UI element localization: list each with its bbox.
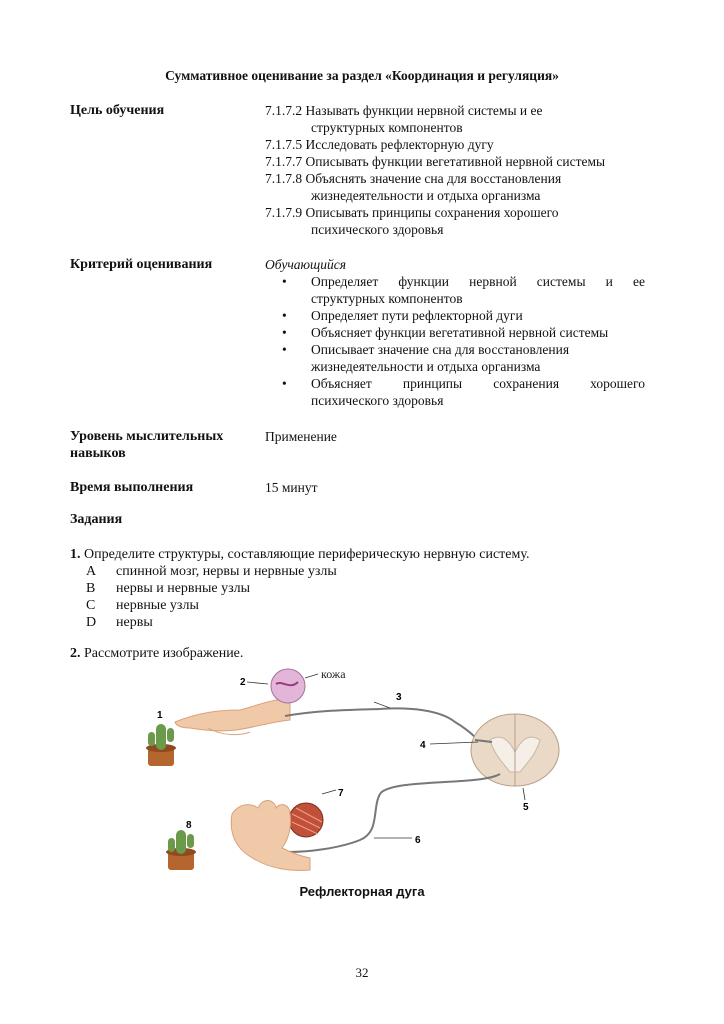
skills-label — [70, 428, 223, 462]
label-1: 1 — [157, 710, 163, 721]
goal-item — [265, 170, 645, 204]
bullet-icon: • — [282, 274, 287, 289]
sensory-nerve — [285, 708, 476, 738]
skills-value: Применение — [265, 429, 337, 444]
bullet-icon: • — [282, 376, 287, 391]
answer-option-a[interactable] — [70, 563, 529, 580]
question-1 — [70, 546, 529, 631]
criteria-item — [265, 375, 645, 409]
criteria-item — [265, 324, 645, 341]
time-value: 15 минут — [265, 480, 318, 495]
time-label: Время выполнения — [70, 480, 194, 495]
criteria-intro: Обучающийся — [265, 257, 347, 272]
criteria-text: Определяет пути рефлекторной дуги — [311, 308, 523, 323]
label-2: 2 — [240, 677, 246, 688]
question-number: 1. — [70, 547, 81, 562]
question-1-text — [70, 546, 529, 563]
goals-list — [265, 102, 645, 238]
criteria-text: Определяет функции нервной системы и ее — [311, 274, 645, 289]
goals-label: Цель обучения — [70, 103, 165, 118]
label-4: 4 — [420, 740, 426, 751]
page-number: 32 — [355, 965, 369, 980]
bullet-icon: • — [282, 325, 287, 340]
tasks-heading: Задания — [70, 512, 123, 527]
answer-option-c[interactable] — [70, 597, 529, 614]
goal-text-cont: структурных компонентов — [311, 120, 463, 135]
option-letter: C — [86, 598, 96, 613]
bullet-icon: • — [282, 308, 287, 323]
option-text: спинной мозг, нервы и нервные узлы — [116, 564, 337, 579]
goal-item — [265, 136, 645, 153]
criteria-text: Объясняет принципы сохранения хорошего — [311, 376, 645, 391]
goal-item — [265, 102, 645, 136]
question-number: 2. — [70, 646, 81, 661]
option-text: нервы и нервные узлы — [116, 581, 251, 596]
label-8: 8 — [186, 820, 192, 831]
criteria-label: Критерий оценивания — [70, 257, 213, 272]
bullet-icon: • — [282, 342, 287, 357]
option-text: нервные узлы — [116, 598, 199, 613]
cactus-icon — [146, 724, 176, 766]
criteria-text-cont: структурных компонентов — [311, 291, 463, 306]
figure-caption: Рефлекторная дуга — [299, 884, 425, 899]
option-letter: A — [86, 564, 97, 579]
goal-text: 7.1.7.8 Объяснять значение сна для восстановления — [265, 171, 562, 186]
hand-icon — [175, 698, 290, 735]
reflex-arc-figure — [140, 662, 560, 880]
criteria-block — [265, 256, 645, 409]
muscle-inset-icon — [289, 803, 323, 837]
goal-item — [265, 153, 645, 170]
question-text: Определите структуры, составляющие периферическую нервную систему. — [84, 547, 530, 562]
criteria-list — [265, 273, 645, 409]
goal-text: 7.1.7.9 Описывать принципы сохранения хорошего — [265, 205, 559, 220]
option-letter: B — [86, 581, 96, 596]
criteria-text-cont: психического здоровья — [311, 393, 444, 408]
goal-text: 7.1.7.2 Называть функции нервной системы и ее — [265, 103, 543, 118]
goal-text-cont: психического здоровья — [311, 222, 444, 237]
skin-inset-icon — [271, 669, 318, 703]
criteria-item — [265, 341, 645, 375]
goal-text: 7.1.7.7 Описывать функции вегетативной нервной системы — [265, 154, 606, 169]
skills-label-l2: навыков — [70, 446, 126, 461]
option-letter: D — [86, 615, 97, 630]
goal-item — [265, 204, 645, 238]
goal-text-cont: жизнедеятельности и отдыха организма — [311, 188, 541, 203]
label-3: 3 — [396, 692, 402, 703]
skin-label: кожа — [321, 667, 346, 681]
criteria-text-cont: жизнедеятельности и отдыха организма — [311, 359, 541, 374]
question-text: Рассмотрите изображение. — [84, 646, 244, 661]
cactus-icon — [166, 830, 196, 870]
answer-option-d[interactable] — [70, 614, 529, 631]
label-7: 7 — [338, 788, 344, 799]
criteria-text: Объясняет функции вегетативной нервной системы — [311, 325, 609, 340]
answer-option-b[interactable] — [70, 580, 529, 597]
option-text: нервы — [116, 615, 153, 630]
question-2 — [70, 646, 243, 662]
criteria-item — [265, 307, 645, 324]
spinal-cord-icon — [471, 714, 559, 786]
goal-text: 7.1.7.5 Исследовать рефлекторную дугу — [265, 137, 494, 152]
skills-label-l1: Уровень мыслительных — [70, 429, 224, 444]
page-title: Суммативное оценивание за раздел «Координация и регуляция» — [165, 68, 559, 83]
criteria-text: Описывает значение сна для восстановления — [311, 342, 570, 357]
label-5: 5 — [523, 802, 529, 813]
criteria-item — [265, 273, 645, 307]
label-6: 6 — [415, 835, 421, 846]
